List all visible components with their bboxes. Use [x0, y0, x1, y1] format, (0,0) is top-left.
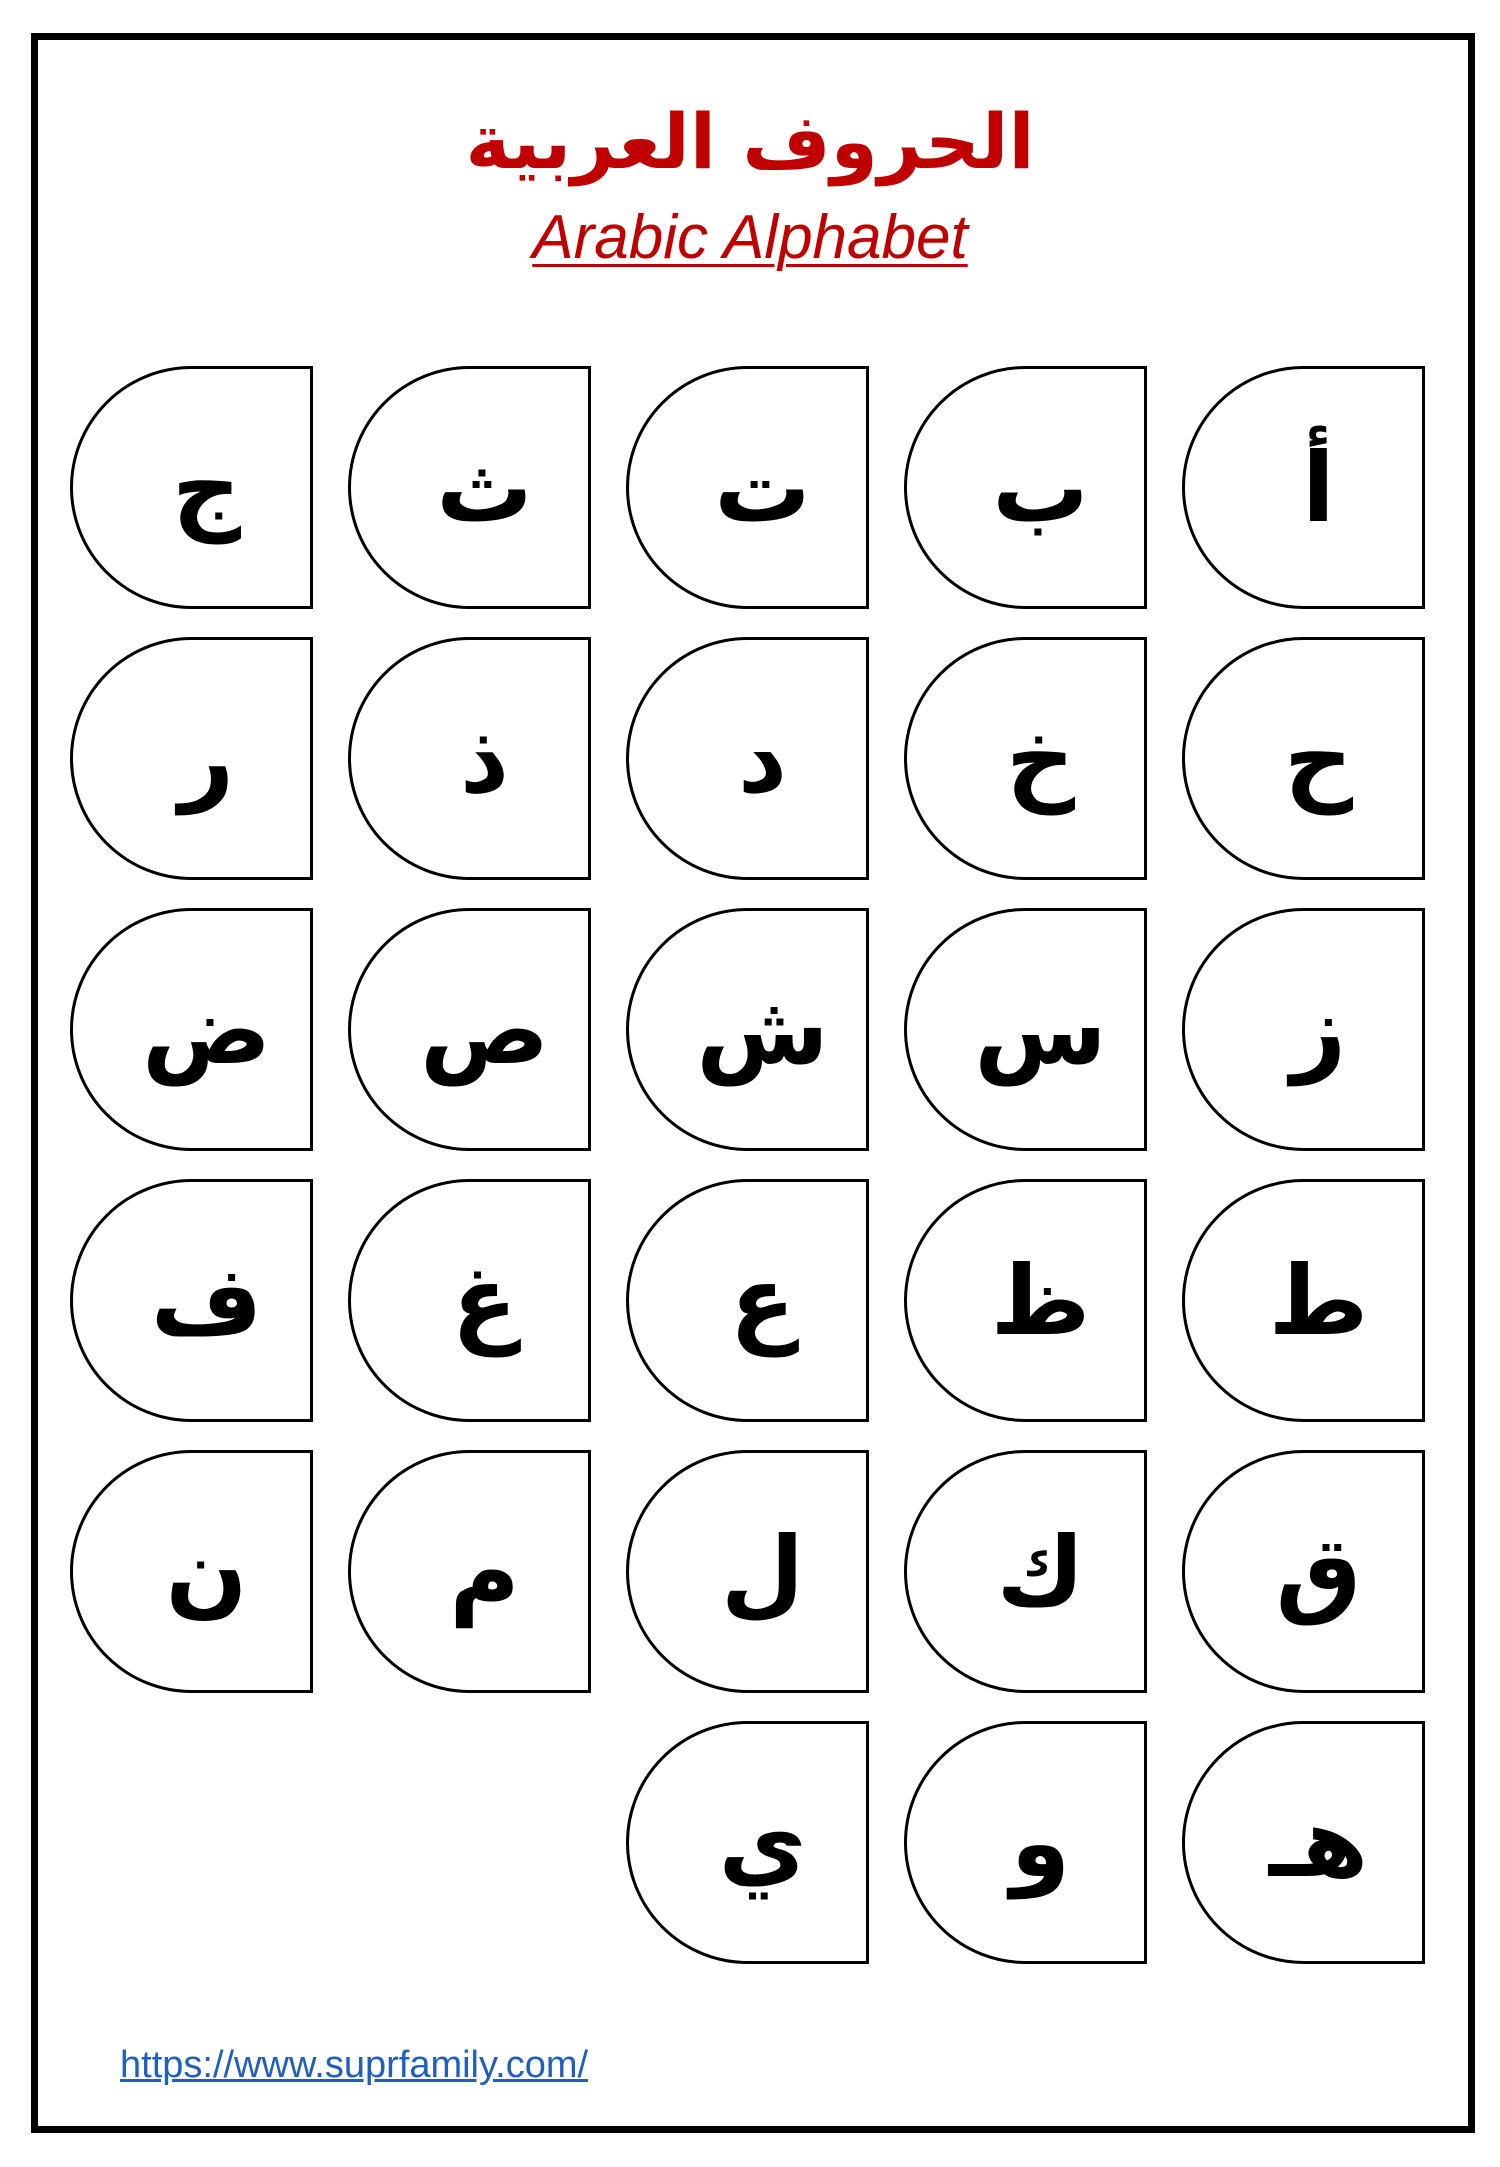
- letter-card: [626, 908, 869, 1151]
- letter: و: [1010, 1786, 1071, 1899]
- title-arabic: الحروف العربية: [465, 97, 1035, 186]
- letter-card: [904, 1721, 1147, 1964]
- letter-card: [70, 1179, 313, 1422]
- letter-card: [1182, 637, 1425, 880]
- letter: أ: [1302, 431, 1335, 544]
- letter: م: [449, 1515, 520, 1628]
- letter-card: [1182, 1721, 1425, 1964]
- letter-card: [348, 1450, 591, 1693]
- letter: د: [737, 702, 788, 815]
- letter-card: [626, 637, 869, 880]
- letter: ع: [729, 1244, 796, 1357]
- letter: ص: [419, 973, 550, 1086]
- letter: ر: [178, 702, 235, 815]
- title-english: [0, 198, 1500, 278]
- letter: ز: [1290, 973, 1347, 1086]
- letter-card: [904, 1179, 1147, 1422]
- letter: ب: [992, 431, 1089, 544]
- letter: ض: [141, 973, 272, 1086]
- letter-card: [904, 637, 1147, 880]
- letter: هـ: [1268, 1786, 1369, 1899]
- letter-card: [904, 908, 1147, 1151]
- letter-card: [1182, 1179, 1425, 1422]
- letter-card: [1182, 1450, 1425, 1693]
- letter: غ: [451, 1244, 518, 1357]
- letter-card: [1182, 908, 1425, 1151]
- letter: ك: [996, 1515, 1085, 1628]
- letter-card: [70, 908, 313, 1151]
- letter-card: [348, 1179, 591, 1422]
- letter: ت: [714, 431, 811, 544]
- letter: ش: [696, 973, 829, 1086]
- letter: ظ: [990, 1244, 1091, 1357]
- letter: ق: [1275, 1515, 1362, 1628]
- letter-grid: [69, 366, 1425, 1964]
- letter-card: [70, 637, 313, 880]
- letter-card: [626, 1721, 869, 1964]
- title-english-text: Arabic Alphabet: [532, 203, 968, 272]
- letter-card: [904, 366, 1147, 609]
- letter-card: [626, 1450, 869, 1693]
- letter: ل: [720, 1515, 805, 1628]
- letter-card: [70, 366, 313, 609]
- website-link[interactable]: https://www.suprfamily.com/: [120, 2044, 589, 2086]
- letter-card: [348, 366, 591, 609]
- letter: ذ: [459, 702, 510, 815]
- letter: ي: [718, 1786, 807, 1899]
- letter: ن: [165, 1515, 248, 1628]
- letter-card: [904, 1450, 1147, 1693]
- letter: ح: [1283, 702, 1354, 815]
- letter-card: [626, 366, 869, 609]
- letter-card: [1182, 366, 1425, 609]
- letter-card: [348, 908, 591, 1151]
- letter: ج: [171, 431, 242, 544]
- letter: ط: [1268, 1244, 1369, 1357]
- letter-card: [70, 1450, 313, 1693]
- letter: ث: [436, 431, 533, 544]
- letter-card: [626, 1179, 869, 1422]
- letter: ف: [150, 1244, 263, 1357]
- letter: س: [974, 973, 1107, 1086]
- letter-card: [348, 637, 591, 880]
- letter: خ: [1005, 702, 1076, 815]
